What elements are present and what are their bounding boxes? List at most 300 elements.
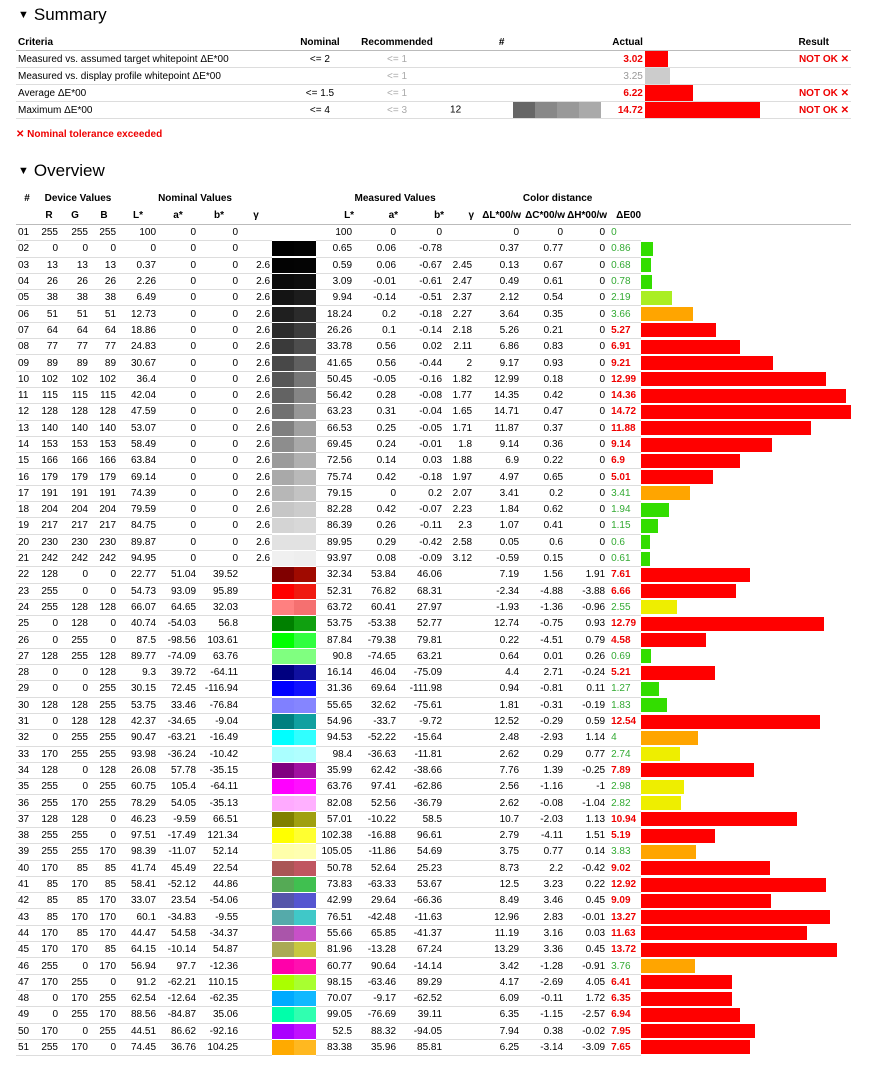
- measured-a-cell: 0.08: [354, 550, 398, 566]
- device-g-cell: 77: [60, 339, 90, 355]
- device-b-cell: 255: [90, 697, 118, 713]
- device-g-cell: 26: [60, 273, 90, 289]
- color-swatch-cell: [272, 795, 316, 811]
- measured-color-swatch: [294, 828, 316, 843]
- nominal-l-cell: 6.49: [118, 290, 158, 306]
- col-header-g: G: [60, 207, 90, 225]
- measured-l-cell: 76.51: [316, 909, 354, 925]
- measured-color-swatch: [294, 991, 316, 1006]
- measured-a-cell: -10.22: [354, 811, 398, 827]
- device-b-cell: 102: [90, 371, 118, 387]
- measured-l-cell: 98.4: [316, 746, 354, 762]
- measured-color-swatch: [294, 567, 316, 582]
- color-swatch: [272, 486, 316, 501]
- color-swatch: [272, 1024, 316, 1039]
- actual-cell: 6.22: [555, 85, 645, 102]
- color-swatch: [272, 893, 316, 908]
- color-swatch: [272, 388, 316, 403]
- measured-a-cell: 0.42: [354, 502, 398, 518]
- color-swatch-cell: [272, 648, 316, 664]
- delta-e-cell: 0.6: [607, 534, 641, 550]
- measured-gamma-cell: 3.12: [444, 550, 474, 566]
- delta-e-bar-cell: [641, 1007, 851, 1023]
- delta-e-bar-cell: [641, 713, 851, 729]
- delta-h-cell: -2.57: [565, 1007, 607, 1023]
- measured-b-cell: 25.23: [398, 860, 444, 876]
- nominal-b-cell: 32.03: [198, 599, 240, 615]
- delta-e-bar: [641, 323, 716, 337]
- delta-h-cell: 1.13: [565, 811, 607, 827]
- nominal-gamma-cell: [240, 958, 272, 974]
- device-r-cell: 128: [38, 697, 60, 713]
- delta-c-cell: 0.29: [521, 746, 565, 762]
- actual-bar: [645, 85, 693, 101]
- nominal-b-cell: 56.8: [198, 616, 240, 632]
- overview-heading[interactable]: [18, 161, 105, 181]
- measured-b-cell: -38.66: [398, 762, 444, 778]
- measured-l-cell: 72.56: [316, 453, 354, 469]
- device-b-cell: 255: [90, 746, 118, 762]
- color-swatch: [272, 633, 316, 648]
- color-swatch: [272, 698, 316, 713]
- measured-gamma-cell: [444, 1039, 474, 1055]
- nominal-a-cell: 86.62: [158, 1023, 198, 1039]
- delta-e-bar: [641, 275, 652, 289]
- actual-bar: [645, 102, 760, 118]
- delta-h-cell: -0.24: [565, 665, 607, 681]
- measured-color-swatch: [294, 518, 316, 533]
- nominal-l-cell: 24.83: [118, 339, 158, 355]
- nominal-b-cell: 0: [198, 355, 240, 371]
- patch-row: [16, 273, 851, 289]
- delta-e-bar: [641, 340, 739, 354]
- nominal-b-cell: 104.25: [198, 1039, 240, 1055]
- delta-c-cell: 0.35: [521, 306, 565, 322]
- nominal-l-cell: 58.41: [118, 876, 158, 892]
- delta-h-cell: -1: [565, 779, 607, 795]
- nominal-color-swatch: [272, 942, 294, 957]
- delta-l-cell: 6.86: [474, 339, 521, 355]
- col-header-measured-b: b*: [398, 207, 444, 225]
- measured-a-cell: -9.17: [354, 990, 398, 1006]
- device-r-cell: 255: [38, 779, 60, 795]
- nominal-a-cell: 54.58: [158, 925, 198, 941]
- color-swatch-cell: [272, 876, 316, 892]
- delta-e-bar-cell: [641, 485, 851, 501]
- device-g-cell: 255: [60, 746, 90, 762]
- device-b-cell: 85: [90, 860, 118, 876]
- measured-a-cell: -79.38: [354, 632, 398, 648]
- delta-e-bar-cell: [641, 827, 851, 843]
- measured-a-cell: 69.64: [354, 681, 398, 697]
- collapse-triangle-icon[interactable]: ▼: [18, 165, 29, 177]
- nominal-gamma-cell: 2.6: [240, 257, 272, 273]
- delta-h-cell: 0: [565, 241, 607, 257]
- color-swatch-cell: [272, 550, 316, 566]
- nominal-b-cell: -35.13: [198, 795, 240, 811]
- patch-row: [16, 485, 851, 501]
- patch-number-cell: 35: [16, 779, 38, 795]
- delta-e-cell: 2.55: [607, 599, 641, 615]
- summary-heading[interactable]: [18, 5, 107, 25]
- nominal-color-swatch: [272, 404, 294, 419]
- delta-c-cell: 2.71: [521, 665, 565, 681]
- col-header-delta-h: ΔH*00/w: [565, 207, 607, 225]
- measured-b-cell: 54.69: [398, 844, 444, 860]
- color-swatch-cell: [272, 241, 316, 257]
- measured-l-cell: 93.97: [316, 550, 354, 566]
- device-b-cell: 255: [90, 779, 118, 795]
- device-b-cell: 13: [90, 257, 118, 273]
- col-header-nominal-a: a*: [158, 207, 198, 225]
- nominal-l-cell: 63.84: [118, 453, 158, 469]
- measured-b-cell: -11.81: [398, 746, 444, 762]
- measured-b-cell: 89.29: [398, 974, 444, 990]
- device-r-cell: 128: [38, 567, 60, 583]
- measured-color-swatch: [294, 796, 316, 811]
- nominal-l-cell: 60.75: [118, 779, 158, 795]
- delta-c-cell: 0.54: [521, 290, 565, 306]
- measured-b-cell: -14.14: [398, 958, 444, 974]
- nominal-l-cell: 0.37: [118, 257, 158, 273]
- nominal-color-swatch: [272, 535, 294, 550]
- patch-number-cell: 09: [16, 355, 38, 371]
- delta-e-bar: [641, 438, 771, 452]
- nominal-gamma-cell: [240, 860, 272, 876]
- patch-row: [16, 974, 851, 990]
- delta-e-bar-cell: [641, 387, 851, 403]
- patch-number-cell: 17: [16, 485, 38, 501]
- delta-l-cell: -1.93: [474, 599, 521, 615]
- measured-a-cell: -53.38: [354, 616, 398, 632]
- device-g-cell: 170: [60, 795, 90, 811]
- delta-e-bar: [641, 568, 750, 582]
- color-swatch-cell: [272, 469, 316, 485]
- measured-gamma-cell: [444, 616, 474, 632]
- delta-e-bar: [641, 1040, 750, 1054]
- color-swatch-cell: [272, 827, 316, 843]
- measured-b-cell: 46.06: [398, 567, 444, 583]
- color-swatch: [272, 502, 316, 517]
- device-g-cell: 170: [60, 1039, 90, 1055]
- color-swatch: [272, 225, 316, 240]
- delta-e-cell: 10.94: [607, 811, 641, 827]
- measured-color-swatch: [294, 763, 316, 778]
- device-g-cell: 0: [60, 665, 90, 681]
- measured-color-swatch: [294, 779, 316, 794]
- nominal-gamma-cell: [240, 779, 272, 795]
- nominal-l-cell: 53.75: [118, 697, 158, 713]
- device-g-cell: 0: [60, 241, 90, 257]
- delta-e-cell: 3.66: [607, 306, 641, 322]
- delta-e-cell: 7.61: [607, 567, 641, 583]
- collapse-triangle-icon[interactable]: ▼: [18, 9, 29, 21]
- nominal-b-cell: 0: [198, 453, 240, 469]
- color-swatch: [272, 323, 316, 338]
- delta-e-cell: 6.9: [607, 453, 641, 469]
- delta-e-cell: 1.15: [607, 518, 641, 534]
- nominal-color-swatch: [272, 698, 294, 713]
- delta-e-bar: [641, 731, 698, 745]
- nominal-a-cell: -98.56: [158, 632, 198, 648]
- device-r-cell: 0: [38, 616, 60, 632]
- delta-c-cell: 3.23: [521, 876, 565, 892]
- measured-gamma-cell: 2.23: [444, 502, 474, 518]
- nominal-l-cell: 53.07: [118, 420, 158, 436]
- measured-color-swatch: [294, 877, 316, 892]
- nominal-gamma-cell: [240, 241, 272, 257]
- color-swatch-cell: [272, 371, 316, 387]
- delta-h-cell: 0: [565, 273, 607, 289]
- swatch-color: [513, 102, 535, 118]
- delta-e-bar-cell: [641, 599, 851, 615]
- device-r-cell: 128: [38, 762, 60, 778]
- nominal-a-cell: -52.12: [158, 876, 198, 892]
- nominal-a-cell: -36.24: [158, 746, 198, 762]
- patch-row: [16, 550, 851, 566]
- color-swatch-cell: [272, 583, 316, 599]
- delta-c-cell: 0.2: [521, 485, 565, 501]
- delta-l-cell: 3.64: [474, 306, 521, 322]
- color-swatch: [272, 991, 316, 1006]
- patch-row: [16, 958, 851, 974]
- delta-e-bar: [641, 535, 650, 549]
- measured-l-cell: 41.65: [316, 355, 354, 371]
- nominal-b-cell: 66.51: [198, 811, 240, 827]
- measured-a-cell: 60.41: [354, 599, 398, 615]
- patch-number-cell: 29: [16, 681, 38, 697]
- nominal-color-swatch: [272, 388, 294, 403]
- patch-row: [16, 420, 851, 436]
- delta-h-cell: 0: [565, 306, 607, 322]
- device-r-cell: 0: [38, 730, 60, 746]
- delta-l-cell: 7.19: [474, 567, 521, 583]
- measured-gamma-cell: 1.77: [444, 387, 474, 403]
- delta-c-cell: 3.46: [521, 893, 565, 909]
- measured-color-swatch: [294, 893, 316, 908]
- measured-a-cell: 0.2: [354, 306, 398, 322]
- nominal-l-cell: 41.74: [118, 860, 158, 876]
- result-cell: NOT OK ✕: [760, 102, 851, 119]
- delta-l-cell: 4.4: [474, 665, 521, 681]
- device-g-cell: 0: [60, 779, 90, 795]
- measured-color-swatch: [294, 681, 316, 696]
- col-header-nominal-gamma: γ: [240, 207, 272, 225]
- measured-a-cell: -13.28: [354, 942, 398, 958]
- measured-l-cell: 9.94: [316, 290, 354, 306]
- delta-c-cell: 0.62: [521, 502, 565, 518]
- delta-e-bar-cell: [641, 502, 851, 518]
- patch-number-cell: 32: [16, 730, 38, 746]
- measured-l-cell: 63.72: [316, 599, 354, 615]
- measured-gamma-cell: [444, 893, 474, 909]
- device-b-cell: 0: [90, 632, 118, 648]
- measured-l-cell: 52.31: [316, 583, 354, 599]
- measured-b-cell: -0.11: [398, 518, 444, 534]
- measured-a-cell: 0.29: [354, 534, 398, 550]
- nominal-color-swatch: [272, 307, 294, 322]
- measured-l-cell: 75.74: [316, 469, 354, 485]
- color-swatch: [272, 649, 316, 664]
- measured-a-cell: 29.64: [354, 893, 398, 909]
- patch-number-cell: 45: [16, 942, 38, 958]
- color-swatch: [272, 779, 316, 794]
- device-g-cell: 0: [60, 567, 90, 583]
- delta-c-cell: -4.88: [521, 583, 565, 599]
- device-g-cell: 170: [60, 990, 90, 1006]
- delta-c-cell: 3.16: [521, 925, 565, 941]
- color-swatch-cell: [272, 909, 316, 925]
- delta-e-bar: [641, 926, 807, 940]
- delta-l-cell: 12.74: [474, 616, 521, 632]
- patch-row: [16, 599, 851, 615]
- device-r-cell: 179: [38, 469, 60, 485]
- device-b-cell: 255: [90, 1023, 118, 1039]
- delta-e-bar-cell: [641, 746, 851, 762]
- measured-b-cell: 63.21: [398, 648, 444, 664]
- measured-gamma-cell: [444, 697, 474, 713]
- delta-e-bar: [641, 633, 706, 647]
- measured-gamma-cell: [444, 599, 474, 615]
- delta-e-bar-cell: [641, 762, 851, 778]
- measured-l-cell: 81.96: [316, 942, 354, 958]
- nominal-gamma-cell: 2.6: [240, 355, 272, 371]
- delta-e-bar: [641, 715, 820, 729]
- color-swatch-cell: [272, 485, 316, 501]
- actual-bar-cell: [645, 51, 760, 68]
- nominal-l-cell: 87.5: [118, 632, 158, 648]
- recommended-cell: <= 1: [346, 68, 448, 85]
- nominal-b-cell: 0: [198, 518, 240, 534]
- device-g-cell: 0: [60, 958, 90, 974]
- delta-c-cell: 0.18: [521, 371, 565, 387]
- nominal-a-cell: 23.54: [158, 893, 198, 909]
- measured-color-swatch: [294, 274, 316, 289]
- nominal-color-swatch: [272, 665, 294, 680]
- device-g-cell: 255: [60, 225, 90, 241]
- delta-l-cell: 3.41: [474, 485, 521, 501]
- nominal-b-cell: -16.49: [198, 730, 240, 746]
- nominal-color-swatch: [272, 861, 294, 876]
- patch-number-cell: 25: [16, 616, 38, 632]
- measured-b-cell: -0.51: [398, 290, 444, 306]
- delta-e-bar: [641, 796, 681, 810]
- measured-color-swatch: [294, 437, 316, 452]
- delta-c-cell: 2.2: [521, 860, 565, 876]
- device-r-cell: 85: [38, 876, 60, 892]
- delta-e-bar-cell: [641, 567, 851, 583]
- delta-e-cell: 6.94: [607, 1007, 641, 1023]
- delta-l-cell: 0.49: [474, 273, 521, 289]
- measured-b-cell: -9.72: [398, 713, 444, 729]
- nominal-gamma-cell: [240, 616, 272, 632]
- delta-c-cell: 0.47: [521, 404, 565, 420]
- measured-b-cell: -111.98: [398, 681, 444, 697]
- nominal-color-swatch: [272, 1007, 294, 1022]
- nominal-b-cell: -64.11: [198, 665, 240, 681]
- device-r-cell: 255: [38, 795, 60, 811]
- actual-header: Actual: [555, 34, 645, 51]
- delta-h-cell: 0: [565, 371, 607, 387]
- measured-color-swatch: [294, 421, 316, 436]
- nominal-gamma-cell: [240, 1039, 272, 1055]
- measured-l-cell: 100: [316, 225, 354, 241]
- device-b-cell: 170: [90, 1007, 118, 1023]
- measured-gamma-cell: [444, 925, 474, 941]
- color-swatch: [272, 877, 316, 892]
- nominal-a-cell: 105.4: [158, 779, 198, 795]
- delta-e-bar-cell: [641, 616, 851, 632]
- delta-e-cell: 14.36: [607, 387, 641, 403]
- delta-e-cell: 1.27: [607, 681, 641, 697]
- nominal-b-cell: 0: [198, 534, 240, 550]
- summary-row: [16, 68, 851, 85]
- delta-e-cell: 9.02: [607, 860, 641, 876]
- measured-l-cell: 50.45: [316, 371, 354, 387]
- measured-a-cell: 90.64: [354, 958, 398, 974]
- color-swatch-cell: [272, 616, 316, 632]
- nominal-gamma-cell: 2.6: [240, 404, 272, 420]
- device-r-cell: 255: [38, 958, 60, 974]
- measured-gamma-cell: [444, 1023, 474, 1039]
- device-b-cell: 170: [90, 893, 118, 909]
- device-r-cell: 153: [38, 436, 60, 452]
- nominal-gamma-cell: [240, 811, 272, 827]
- delta-e-bar: [641, 1008, 740, 1022]
- delta-e-bar-cell: [641, 322, 851, 338]
- delta-h-cell: -0.91: [565, 958, 607, 974]
- delta-e-bar-cell: [641, 469, 851, 485]
- measured-a-cell: 0.28: [354, 387, 398, 403]
- color-swatch-cell: [272, 387, 316, 403]
- nominal-color-swatch: [272, 518, 294, 533]
- measured-a-cell: -74.65: [354, 648, 398, 664]
- device-b-cell: 204: [90, 502, 118, 518]
- nominal-b-cell: -10.42: [198, 746, 240, 762]
- delta-h-cell: 0.11: [565, 681, 607, 697]
- measured-color-swatch: [294, 470, 316, 485]
- col-header-measured-l: L*: [316, 207, 354, 225]
- patch-number-cell: 31: [16, 713, 38, 729]
- nominal-a-cell: 64.65: [158, 599, 198, 615]
- nominal-gamma-cell: [240, 665, 272, 681]
- delta-c-cell: 0.38: [521, 1023, 565, 1039]
- nominal-color-swatch: [272, 421, 294, 436]
- measured-l-cell: 94.53: [316, 730, 354, 746]
- nominal-gamma-cell: 2.6: [240, 322, 272, 338]
- delta-l-cell: 7.76: [474, 762, 521, 778]
- measured-a-cell: 65.85: [354, 925, 398, 941]
- patch-number-cell: 51: [16, 1039, 38, 1055]
- nominal-gamma-cell: [240, 974, 272, 990]
- nominal-b-cell: -34.37: [198, 925, 240, 941]
- device-g-cell: 128: [60, 404, 90, 420]
- measured-b-cell: -0.14: [398, 322, 444, 338]
- patch-row: [16, 436, 851, 452]
- device-b-cell: 191: [90, 485, 118, 501]
- color-swatch: [272, 763, 316, 778]
- patch-number-cell: 28: [16, 665, 38, 681]
- delta-e-cell: 13.27: [607, 909, 641, 925]
- color-swatch: [272, 470, 316, 485]
- measured-gamma-cell: 1.97: [444, 469, 474, 485]
- delta-e-cell: 0.61: [607, 550, 641, 566]
- delta-e-cell: 0.78: [607, 273, 641, 289]
- delta-e-bar-cell: [641, 730, 851, 746]
- patch-row: [16, 355, 851, 371]
- nominal-gamma-cell: [240, 844, 272, 860]
- nominal-l-cell: 89.77: [118, 648, 158, 664]
